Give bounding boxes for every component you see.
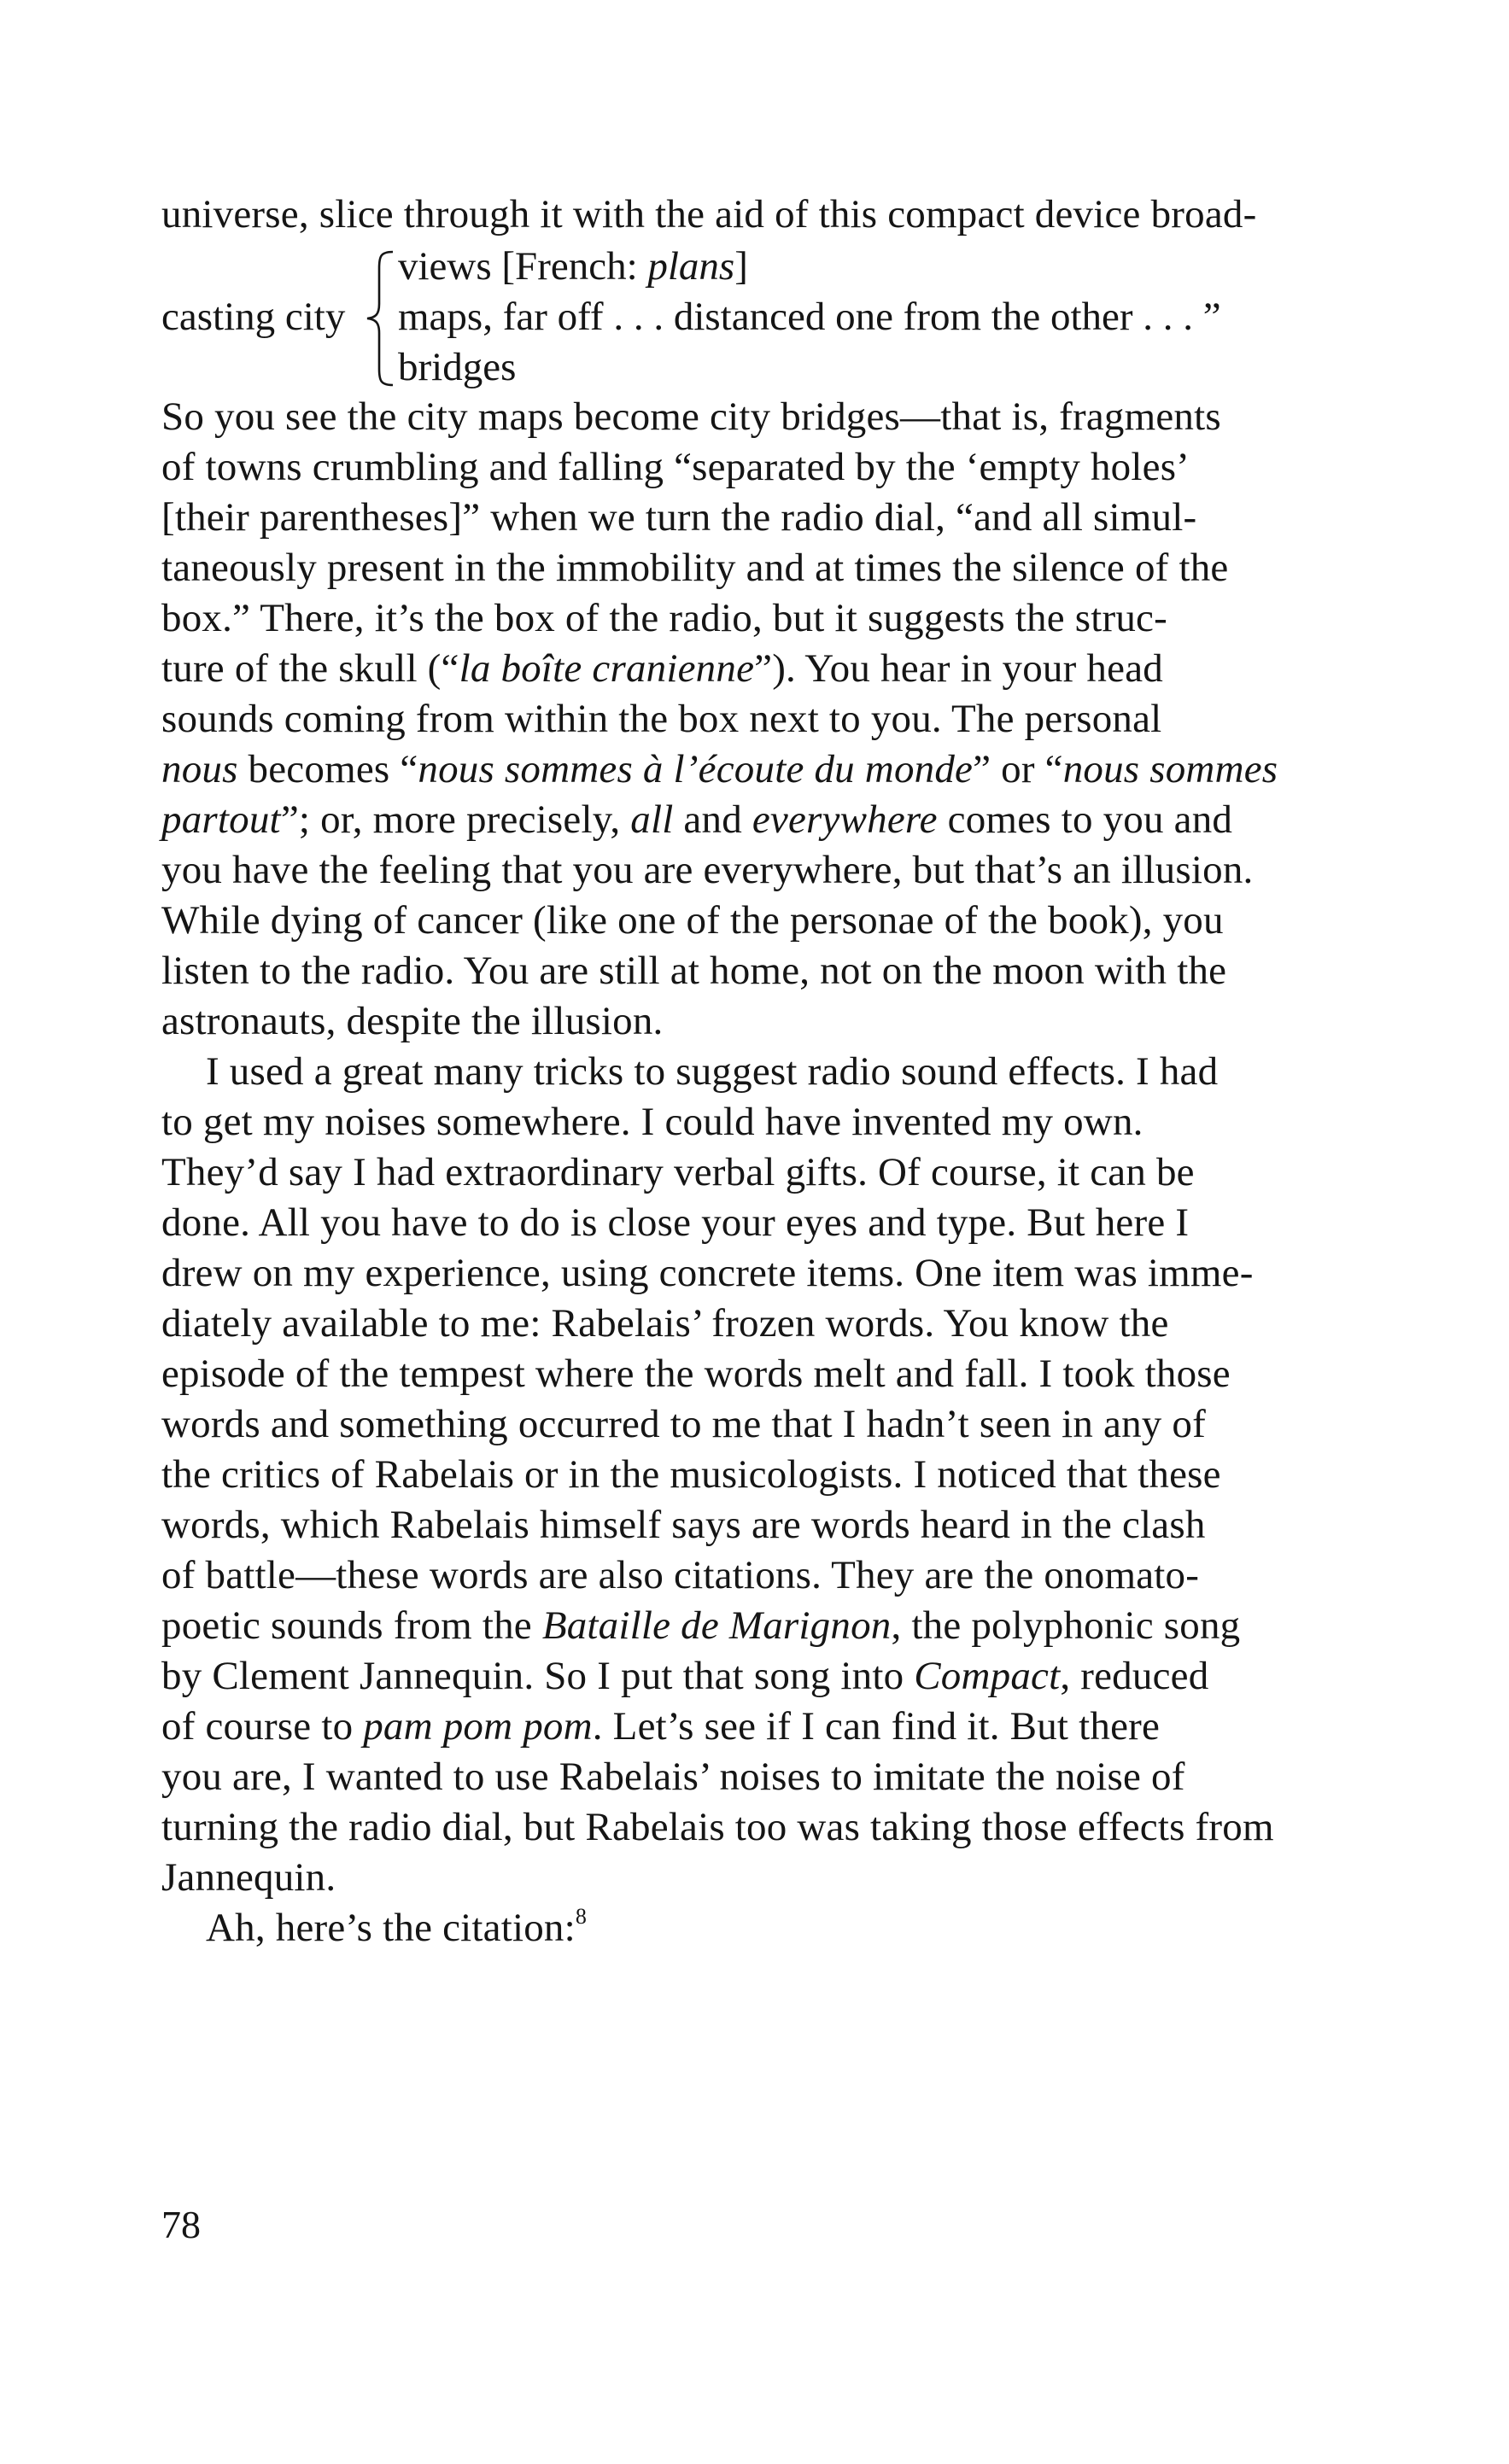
- text-line-21: episode of the tempest where the words melt and fall. I took those: [161, 1352, 1231, 1396]
- brace-option-maps: maps, far off . . . distanced one from the other . . . ”: [398, 295, 1221, 339]
- text-line-3: of towns crumbling and falling “separated by the ‘empty holes’: [161, 445, 1190, 489]
- brace-left-label: casting city: [161, 295, 346, 339]
- text-line-22: words and something occurred to me that I hadn’t seen in any of: [161, 1402, 1206, 1446]
- text-line-11: you have the feeling that you are everywhere, but that’s an illusion.: [161, 848, 1254, 892]
- text-line-25: of battle—these words are also citations. They are the onomato-: [161, 1553, 1200, 1597]
- text-line-20: diately available to me: Rabelais’ frozen words. You know the: [161, 1301, 1169, 1346]
- text-line-29: you are, I wanted to use Rabelais’ noises to imitate the noise of: [161, 1755, 1185, 1799]
- text-line-31: Jannequin.: [161, 1855, 336, 1900]
- text-line-9: nous becomes “nous sommes à l’écoute du monde” or “nous sommes: [161, 747, 1278, 791]
- text-line-10: partout”; or, more precisely, all and everywhere comes to you and: [161, 797, 1233, 842]
- paragraph-3-line: Ah, here’s the citation:$^8$: [206, 1904, 588, 1950]
- brace-option-bridges: bridges: [398, 345, 517, 389]
- text-line-24: words, which Rabelais himself says are words heard in the clash: [161, 1503, 1206, 1547]
- text-line-8: sounds coming from within the box next to you. The personal: [161, 697, 1162, 741]
- text-line-28: of course to pam pom pom. Let’s see if I can find it. But there: [161, 1704, 1161, 1749]
- text-line-12: While dying of cancer (like one of the personae of the book), you: [161, 898, 1224, 943]
- text-line-18: done. All you have to do is close your eyes and type. But here I: [161, 1200, 1190, 1245]
- paragraph-2-first-line: I used a great many tricks to suggest radio sound effects. I had: [206, 1049, 1219, 1094]
- text-line-26: poetic sounds from the Bataille de Marignon, the polyphonic song: [161, 1603, 1241, 1648]
- text-line-19: drew on my experience, using concrete items. One item was imme-: [161, 1251, 1254, 1295]
- page-number: 78: [161, 2203, 201, 2246]
- footnote-marker: 8: [575, 1904, 588, 1929]
- text-line-13: listen to the radio. You are still at home, not on the moon with the: [161, 949, 1227, 993]
- text-line-30: turning the radio dial, but Rabelais too was taking those effects from: [161, 1805, 1274, 1849]
- text-line-4: [their parentheses]” when we turn the radio dial, “and all simul-: [161, 495, 1197, 540]
- brace-option-views: views [French: plans]: [398, 244, 748, 289]
- text-line-27: by Clement Jannequin. So I put that song into Compact, reduced: [161, 1654, 1209, 1698]
- text-line-2: So you see the city maps become city bridges—that is, fragments: [161, 394, 1221, 439]
- text-line-16: to get my noises somewhere. I could have invented my own.: [161, 1100, 1143, 1144]
- text-line-14: astronauts, despite the illusion.: [161, 999, 664, 1043]
- text-line-6: box.” There, it’s the box of the radio, but it suggests the struc-: [161, 596, 1167, 640]
- text-line-5: taneously present in the immobility and at times the silence of the: [161, 546, 1229, 590]
- text-line-7: ture of the skull (“la boîte cranienne”). You hear in your head: [161, 646, 1163, 691]
- text-line-23: the critics of Rabelais or in the musicologists. I noticed that these: [161, 1452, 1221, 1497]
- text-line-1: universe, slice through it with the aid of this compact device broad-: [161, 192, 1257, 236]
- curly-brace: [362, 249, 396, 388]
- text-line-17: They’d say I had extraordinary verbal gifts. Of course, it can be: [161, 1150, 1195, 1194]
